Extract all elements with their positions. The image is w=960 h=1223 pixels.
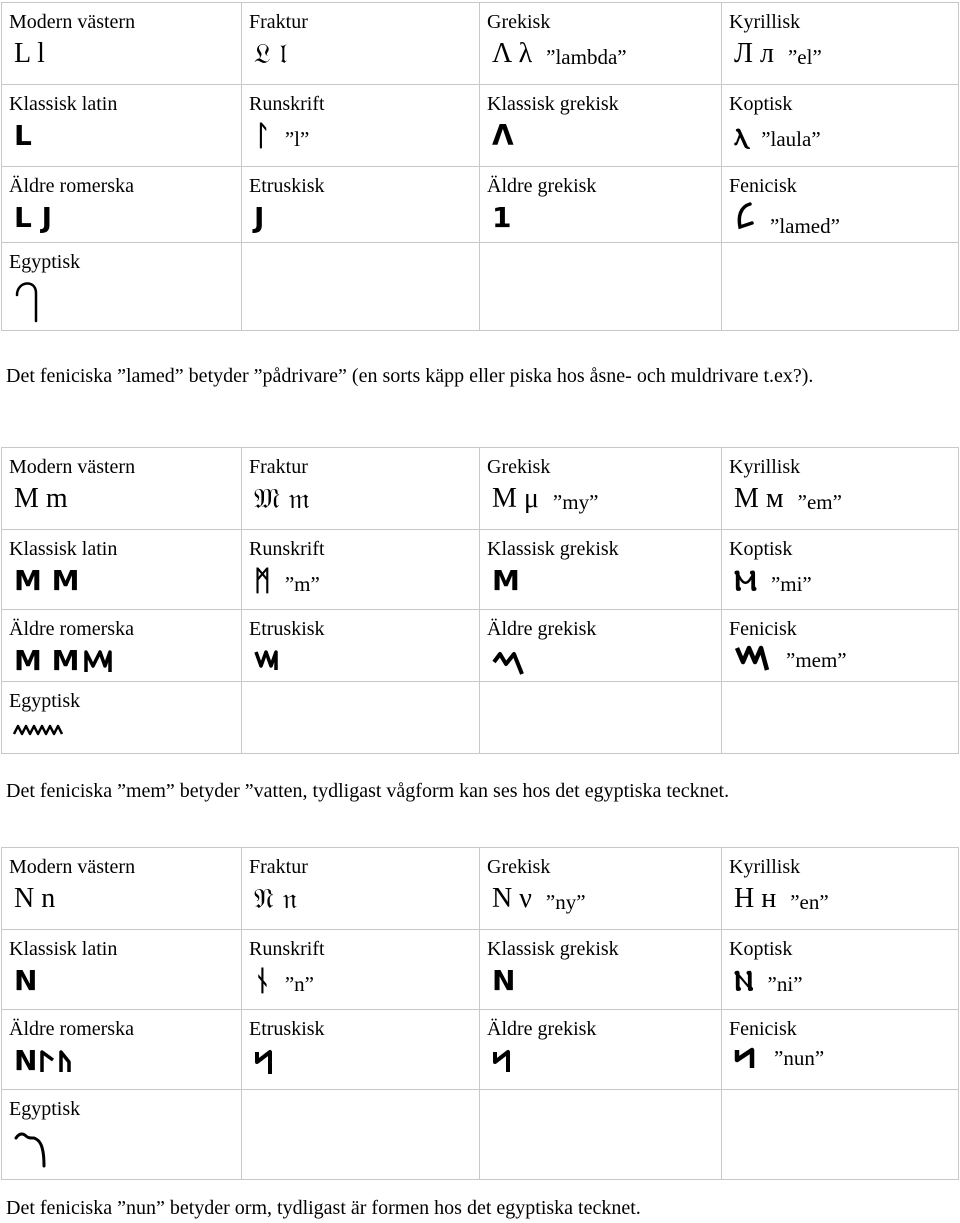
glyph-rune: ᛗ — [254, 564, 271, 597]
name-rune: ”l” — [284, 127, 310, 151]
phoenician-mem-glyph-icon — [734, 644, 772, 674]
label-rune: Runskrift — [249, 538, 325, 560]
name-phoenician: ”lamed” — [770, 214, 840, 238]
label-modern: Modern västern — [9, 856, 136, 878]
label-egyptian: Egyptisk — [9, 251, 81, 273]
label-classical-greek: Klassisk grekisk — [487, 538, 619, 560]
cell-greek — [480, 448, 722, 530]
name-cyrillic: ”em” — [797, 490, 842, 514]
glyph-coptic: Ⲛ — [734, 964, 754, 997]
glyph-classical-latin: L — [14, 119, 32, 152]
name-rune: ”m” — [284, 572, 320, 596]
glyph-cyrillic: М м — [734, 483, 784, 514]
glyph-cyrillic: Л л — [734, 38, 774, 69]
cell-fraktur — [242, 848, 480, 930]
label-fraktur: Fraktur — [249, 11, 308, 33]
label-older-greek: Äldre grekisk — [487, 618, 597, 640]
name-greek: ”ny” — [545, 890, 586, 914]
cell-classical-greek — [480, 85, 722, 167]
label-modern: Modern västern — [9, 11, 136, 33]
label-cyrillic: Kyrillisk — [729, 11, 801, 33]
glyph-modern: N n — [14, 883, 56, 914]
label-phoenician: Fenicisk — [729, 618, 797, 640]
cell-empty — [722, 1090, 959, 1180]
name-coptic: ”mi” — [770, 572, 812, 596]
label-egyptian: Egyptisk — [9, 1098, 81, 1120]
label-etruscan: Etruskisk — [249, 1018, 325, 1040]
label-coptic: Koptisk — [729, 93, 793, 115]
label-fraktur: Fraktur — [249, 856, 308, 878]
cell-empty — [480, 1090, 722, 1180]
label-etruscan: Etruskisk — [249, 618, 325, 640]
etruscan-m-glyph-icon — [254, 648, 282, 672]
glyph-classical-greek: N — [492, 964, 516, 997]
caption-mem: Det feniciska ”mem” betyder ”vatten, tydligast vågform kan ses hos det egyptiska tecknet. — [6, 780, 730, 802]
letter-table-m — [1, 447, 959, 754]
label-greek: Grekisk — [487, 456, 551, 478]
label-egyptian: Egyptisk — [9, 690, 81, 712]
name-greek: ”lambda” — [546, 45, 627, 69]
label-modern: Modern västern — [9, 456, 136, 478]
name-coptic: ”laula” — [761, 127, 821, 151]
name-greek: ”my” — [552, 490, 599, 514]
older-greek-m-glyph-icon — [492, 648, 528, 676]
glyph-older-roman: L J — [14, 201, 53, 234]
label-greek: Grekisk — [487, 856, 551, 878]
label-greek: Grekisk — [487, 11, 551, 33]
cell-classical-latin — [2, 930, 242, 1010]
glyph-older-roman: N — [14, 1044, 38, 1077]
glyph-older-greek: 1 — [492, 201, 512, 234]
cell-empty — [242, 243, 480, 331]
cell-rune — [242, 930, 480, 1010]
label-older-roman: Äldre romerska — [9, 1018, 134, 1040]
cell-empty — [480, 682, 722, 754]
cell-greek — [480, 3, 722, 85]
cell-etruscan — [242, 167, 480, 243]
name-cyrillic: ”el” — [787, 45, 822, 69]
label-phoenician: Fenicisk — [729, 1018, 797, 1040]
glyph-older-roman: M M — [14, 644, 80, 677]
letter-table-l — [1, 2, 959, 331]
label-coptic: Koptisk — [729, 938, 793, 960]
cell-egyptian — [2, 243, 242, 331]
glyph-fraktur: 𝔏 𝔩 — [254, 37, 287, 70]
cell-fraktur — [242, 3, 480, 85]
cell-empty — [722, 682, 959, 754]
cell-egyptian — [2, 682, 242, 754]
glyph-greek: Μ μ — [492, 483, 539, 514]
label-classical-greek: Klassisk grekisk — [487, 93, 619, 115]
name-phoenician: ”nun” — [774, 1046, 825, 1070]
glyph-fraktur: 𝔐 𝔪 — [254, 482, 310, 515]
label-older-roman: Äldre romerska — [9, 618, 134, 640]
cell-etruscan — [242, 610, 480, 682]
cell-fraktur — [242, 448, 480, 530]
egyptian-snake-glyph-icon — [14, 1128, 50, 1168]
older-greek-n-glyph-icon — [492, 1048, 514, 1076]
label-classical-latin: Klassisk latin — [9, 938, 118, 960]
label-fraktur: Fraktur — [249, 456, 308, 478]
glyph-classical-latin: N — [14, 964, 38, 997]
label-classical-latin: Klassisk latin — [9, 93, 118, 115]
glyph-modern: M m — [14, 483, 68, 514]
glyph-coptic: Ⲙ — [734, 564, 757, 597]
cell-older-roman — [2, 610, 242, 682]
cell-coptic — [722, 530, 959, 610]
cell-rune — [242, 530, 480, 610]
label-older-roman: Äldre romerska — [9, 175, 134, 197]
glyph-classical-greek: Λ — [492, 119, 514, 152]
cell-etruscan — [242, 1010, 480, 1090]
cell-phoenician — [722, 1010, 959, 1090]
label-coptic: Koptisk — [729, 538, 793, 560]
cell-empty — [242, 1090, 480, 1180]
glyph-cyrillic: Н н — [734, 883, 777, 914]
cell-cyrillic — [722, 848, 959, 930]
name-cyrillic: ”en” — [790, 890, 829, 914]
cell-egyptian — [2, 1090, 242, 1180]
label-cyrillic: Kyrillisk — [729, 856, 801, 878]
etruscan-n-glyph-icon — [254, 1048, 276, 1076]
label-older-greek: Äldre grekisk — [487, 175, 597, 197]
label-cyrillic: Kyrillisk — [729, 456, 801, 478]
label-phoenician: Fenicisk — [729, 175, 797, 197]
older-roman-n-variants-icon — [39, 1048, 85, 1074]
cell-phoenician — [722, 610, 959, 682]
letter-table-n — [1, 847, 959, 1180]
cell-classical-latin — [2, 530, 242, 610]
cell-classical-greek — [480, 530, 722, 610]
cell-rune — [242, 85, 480, 167]
label-etruscan: Etruskisk — [249, 175, 325, 197]
glyph-classical-greek: M — [492, 564, 520, 597]
cell-modern — [2, 848, 242, 930]
name-phoenician: ”mem” — [786, 648, 847, 672]
egyptian-crook-glyph-icon — [14, 279, 44, 323]
glyph-rune: ᛚ — [254, 119, 271, 152]
cell-greek — [480, 848, 722, 930]
label-rune: Runskrift — [249, 93, 325, 115]
glyph-classical-latin: M M — [14, 564, 80, 597]
cell-coptic — [722, 85, 959, 167]
glyph-phoenician — [734, 201, 756, 240]
glyph-modern: L l — [14, 38, 45, 69]
cell-coptic — [722, 930, 959, 1010]
caption-lamed: Det feniciska ”lamed” betyder ”pådrivare” (en sorts käpp eller piska hos åsne- och muldrivare t.ex?). — [6, 365, 814, 387]
label-rune: Runskrift — [249, 938, 325, 960]
label-older-greek: Äldre grekisk — [487, 1018, 597, 1040]
label-classical-greek: Klassisk grekisk — [487, 938, 619, 960]
cell-empty — [480, 243, 722, 331]
cell-older-roman — [2, 1010, 242, 1090]
cell-classical-greek — [480, 930, 722, 1010]
name-coptic: ”ni” — [767, 972, 803, 996]
cell-empty — [722, 243, 959, 331]
name-rune: ”n” — [284, 972, 314, 996]
cell-cyrillic — [722, 448, 959, 530]
glyph-greek: Ν ν — [492, 883, 532, 914]
caption-nun: Det feniciska ”nun” betyder orm, tydligast är formen hos det egyptiska tecknet. — [6, 1197, 641, 1219]
cell-older-greek — [480, 610, 722, 682]
egyptian-water-glyph-icon — [12, 720, 64, 738]
cell-older-greek — [480, 167, 722, 243]
glyph-etruscan: J — [254, 201, 265, 234]
label-classical-latin: Klassisk latin — [9, 538, 118, 560]
cell-modern — [2, 3, 242, 85]
glyph-rune: ᚾ — [254, 964, 271, 997]
phoenician-nun-glyph-icon — [734, 1044, 760, 1072]
cell-modern — [2, 448, 242, 530]
glyph-fraktur: 𝔑 𝔫 — [254, 882, 297, 915]
cell-cyrillic — [722, 3, 959, 85]
cell-empty — [242, 682, 480, 754]
cell-older-roman — [2, 167, 242, 243]
glyph-coptic: ⲗ — [734, 119, 748, 152]
cell-classical-latin — [2, 85, 242, 167]
glyph-greek: Λ λ — [492, 38, 533, 69]
older-roman-m-variant-icon — [83, 648, 113, 674]
cell-phoenician — [722, 167, 959, 243]
cell-older-greek — [480, 1010, 722, 1090]
